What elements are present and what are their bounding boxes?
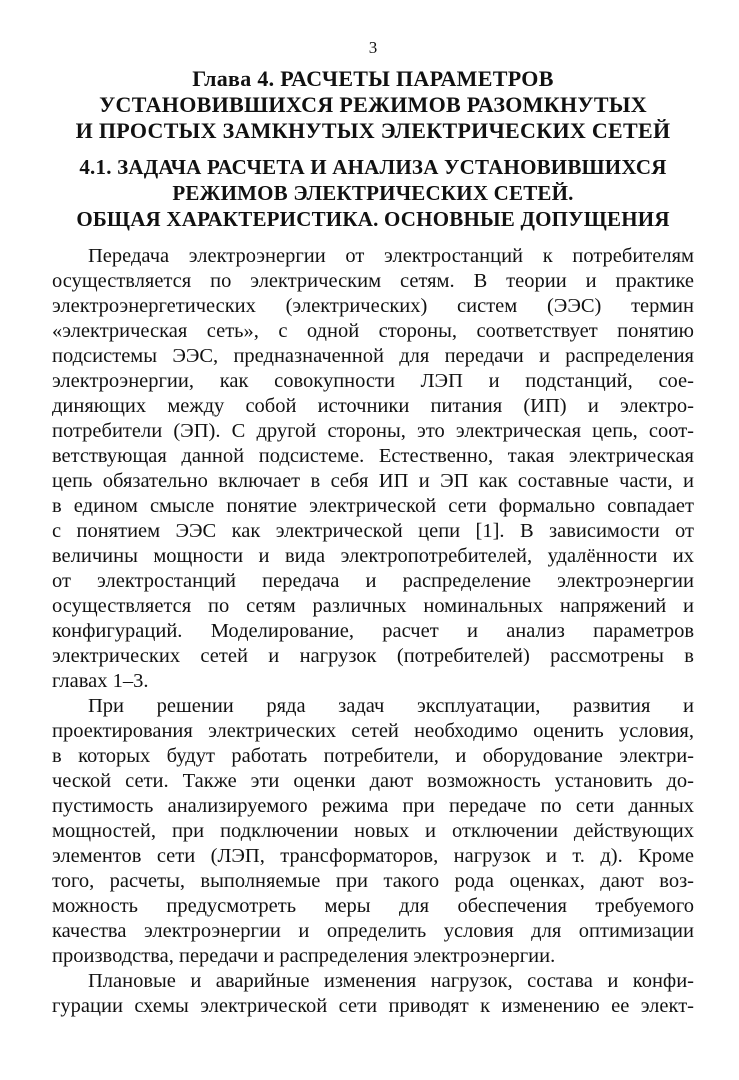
paragraph-line: производства, передачи и распределения электроэнергии. [52, 945, 556, 967]
chapter-title [52, 66, 694, 144]
paragraph-line: в которых будут работать потребители, и оборудование электри- [52, 745, 694, 767]
paragraph-line: подсистемы ЭЭС, предназначенной для передачи и распределения [52, 345, 694, 367]
paragraph-line: ветствующая данной подсистеме. Естественно, такая электрическая [52, 445, 694, 467]
paragraph-line: электроэнергетических (электрических) систем (ЭЭС) термин [52, 295, 694, 317]
section-title [52, 154, 694, 232]
paragraph [52, 969, 694, 1019]
paragraph-line: электроэнергии, как совокупности ЛЭП и подстанций, сое- [52, 370, 694, 392]
section-title-line: ОБЩАЯ ХАРАКТЕРИСТИКА. ОСНОВНЫЕ ДОПУЩЕНИЯ [76, 207, 670, 231]
body-text [52, 244, 694, 1019]
paragraph-line: Передача электроэнергии от электростанций к потребителям [88, 245, 694, 267]
paragraph-line: в едином смысле понятие электрической сети формально совпадает [52, 495, 694, 517]
paragraph-line: с понятием ЭЭС как электрической цепи [1]. В зависимости от [52, 520, 694, 542]
paragraph-line: гурации схемы электрической сети приводят к изменению ее элект- [52, 995, 694, 1017]
paragraph-line: можность предусмотреть меры для обеспечения требуемого [52, 895, 694, 917]
section-title-line: 4.1. ЗАДАЧА РАСЧЕТА И АНАЛИЗА УСТАНОВИВШИХСЯ [79, 155, 667, 179]
paragraph-line: элементов сети (ЛЭП, трансформаторов, нагрузок и т. д). Кроме [52, 845, 694, 867]
chapter-title-line: Глава 4. РАСЧЕТЫ ПАРАМЕТРОВ [192, 66, 554, 91]
paragraph-line: осуществляется по сетям различных номинальных напряжений и [52, 595, 694, 617]
paragraph-line: того, расчеты, выполняемые при такого рода оценках, дают воз- [52, 870, 694, 892]
paragraph-line: проектирования электрических сетей необходимо оценить условия, [52, 720, 694, 742]
paragraph-line: цепь обязательно включает в себя ИП и ЭП как составные части, и [52, 470, 694, 492]
paragraph [52, 244, 694, 694]
paragraph-line: пустимость анализируемого режима при передаче по сети данных [52, 795, 694, 817]
paragraph-line: осуществляется по электрическим сетям. В теории и практике [52, 270, 694, 292]
paragraph-line: от электростанций передача и распределение электроэнергии [52, 570, 694, 592]
paragraph [52, 694, 694, 969]
paragraph-line: ческой сети. Также эти оценки дают возможность установить до- [52, 770, 694, 792]
paragraph-line: электрических сетей и нагрузок (потребителей) рассмотрены в [52, 645, 694, 667]
paragraph-line: величины мощности и вида электропотребителей, удалённости их [52, 545, 694, 567]
paragraph-line: «электрическая сеть», с одной стороны, соответствует понятию [52, 320, 694, 342]
document-page [52, 38, 694, 1019]
page-number: 3 [368, 38, 378, 57]
paragraph-line: Плановые и аварийные изменения нагрузок, состава и конфи- [88, 970, 694, 992]
paragraph-line: конфигураций. Моделирование, расчет и анализ параметров [52, 620, 694, 642]
section-title-line: РЕЖИМОВ ЭЛЕКТРИЧЕСКИХ СЕТЕЙ. [172, 181, 574, 205]
paragraph-line: При решении ряда задач эксплуатации, развития и [88, 695, 694, 717]
chapter-title-line: УСТАНОВИВШИХСЯ РЕЖИМОВ РАЗОМКНУТЫХ [99, 92, 647, 117]
paragraph-line: диняющих между собой источники питания (ИП) и электро- [52, 395, 694, 417]
paragraph-line: качества электроэнергии и определить условия для оптимизации [52, 920, 694, 942]
paragraph-line: мощностей, при подключении новых и отключении действующих [52, 820, 694, 842]
paragraph-line: главах 1–3. [52, 670, 149, 692]
paragraph-line: потребители (ЭП). С другой стороны, это электрическая цепь, соот- [52, 420, 694, 442]
chapter-title-line: И ПРОСТЫХ ЗАМКНУТЫХ ЭЛЕКТРИЧЕСКИХ СЕТЕЙ [75, 118, 671, 143]
